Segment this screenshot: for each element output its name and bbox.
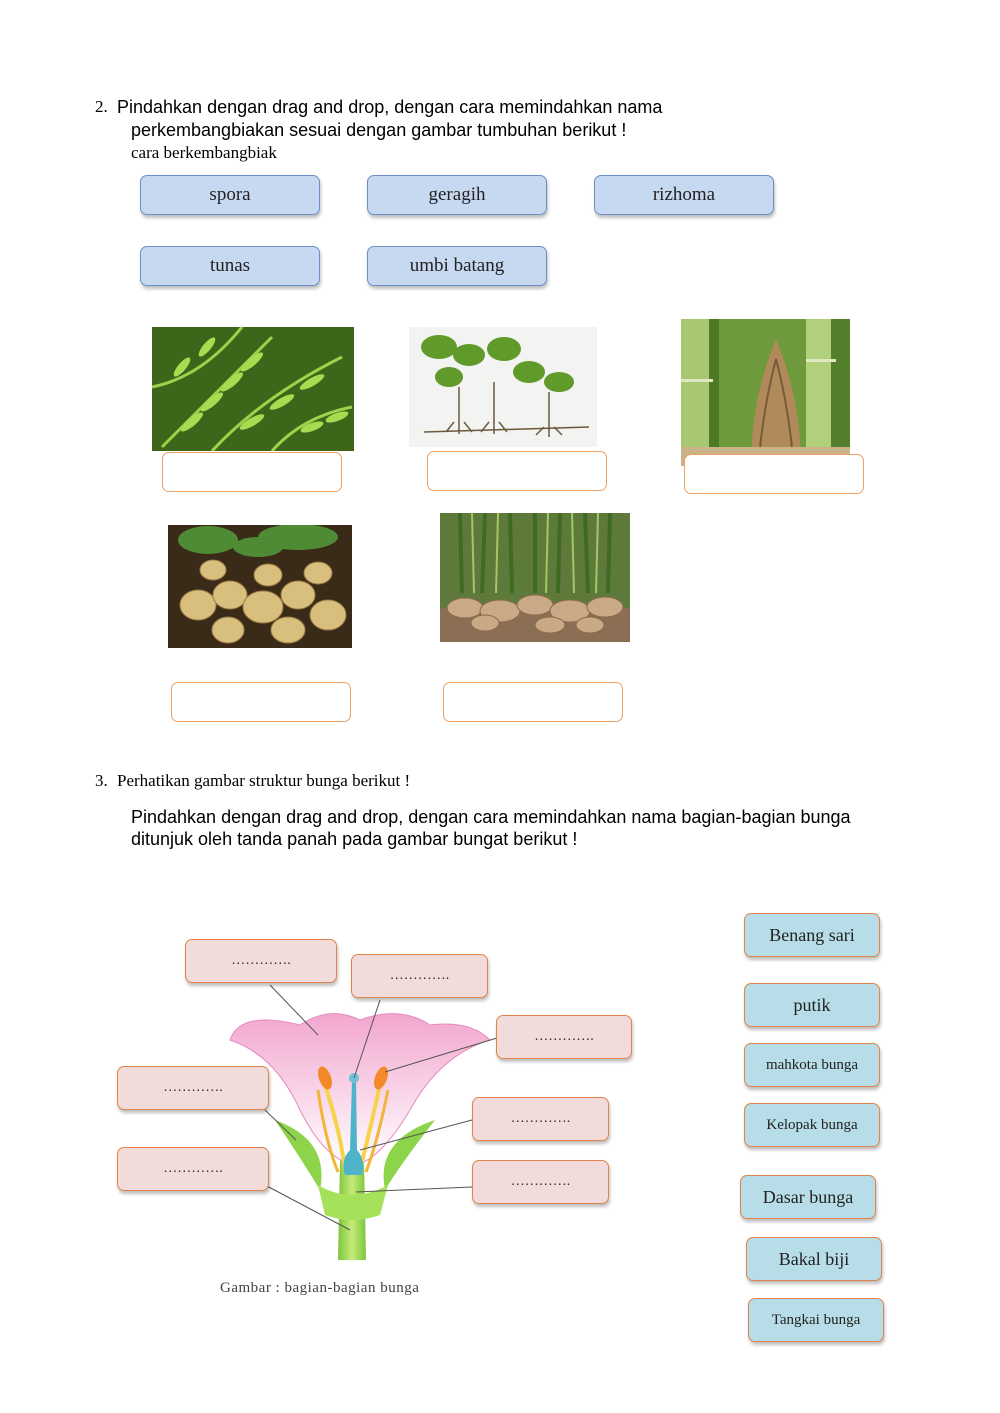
- flower-label-slot-3[interactable]: ………….: [496, 1015, 632, 1059]
- chip-geragih[interactable]: geragih: [367, 175, 547, 215]
- chip-kelopak-bunga[interactable]: Kelopak bunga: [744, 1103, 880, 1147]
- chip-tunas[interactable]: tunas: [140, 246, 320, 286]
- chip-umbi-batang[interactable]: umbi batang: [367, 246, 547, 286]
- q3-instruction-line2: ditunjuk oleh tanda panah pada gambar bungat berikut !: [131, 829, 578, 849]
- q2-instruction-line2: perkembangbiakan sesuai dengan gambar tumbuhan berikut !: [131, 120, 627, 140]
- chip-rizhoma[interactable]: rizhoma: [594, 175, 774, 215]
- chip-spora[interactable]: spora: [140, 175, 320, 215]
- q2-subtitle: cara berkembangbiak: [131, 143, 277, 162]
- q2-number: 2.: [95, 97, 108, 116]
- chip-dasar-bunga[interactable]: Dasar bunga: [740, 1175, 876, 1219]
- q2-instruction-line1: Pindahkan dengan drag and drop, dengan cara memindahkan nama: [117, 97, 663, 117]
- flower-label-slot-4[interactable]: ………….: [117, 1066, 269, 1110]
- petal-shape: [230, 1014, 490, 1165]
- q3-number: 3.: [95, 771, 108, 790]
- flower-label-slot-1[interactable]: ………….: [185, 939, 337, 983]
- chip-putik[interactable]: putik: [744, 983, 880, 1027]
- flower-caption: Gambar : bagian-bagian bunga: [220, 1280, 420, 1296]
- chip-mahkota-bunga[interactable]: mahkota bunga: [744, 1043, 880, 1087]
- flower-label-slot-6[interactable]: ………….: [117, 1147, 269, 1191]
- flower-label-slot-7[interactable]: ………….: [472, 1160, 609, 1204]
- chip-bakal-biji[interactable]: Bakal biji: [746, 1237, 882, 1281]
- q3-title: Perhatikan gambar struktur bunga berikut !: [117, 771, 411, 790]
- chip-benang-sari[interactable]: Benang sari: [744, 913, 880, 957]
- flower-label-slot-5[interactable]: ………….: [472, 1097, 609, 1141]
- flower-label-slot-2[interactable]: ………….: [351, 954, 488, 998]
- q3-instruction-line1: Pindahkan dengan drag and drop, dengan cara memindahkan nama bagian-bagian bunga: [131, 807, 851, 827]
- chip-tangkai-bunga[interactable]: Tangkai bunga: [748, 1298, 884, 1342]
